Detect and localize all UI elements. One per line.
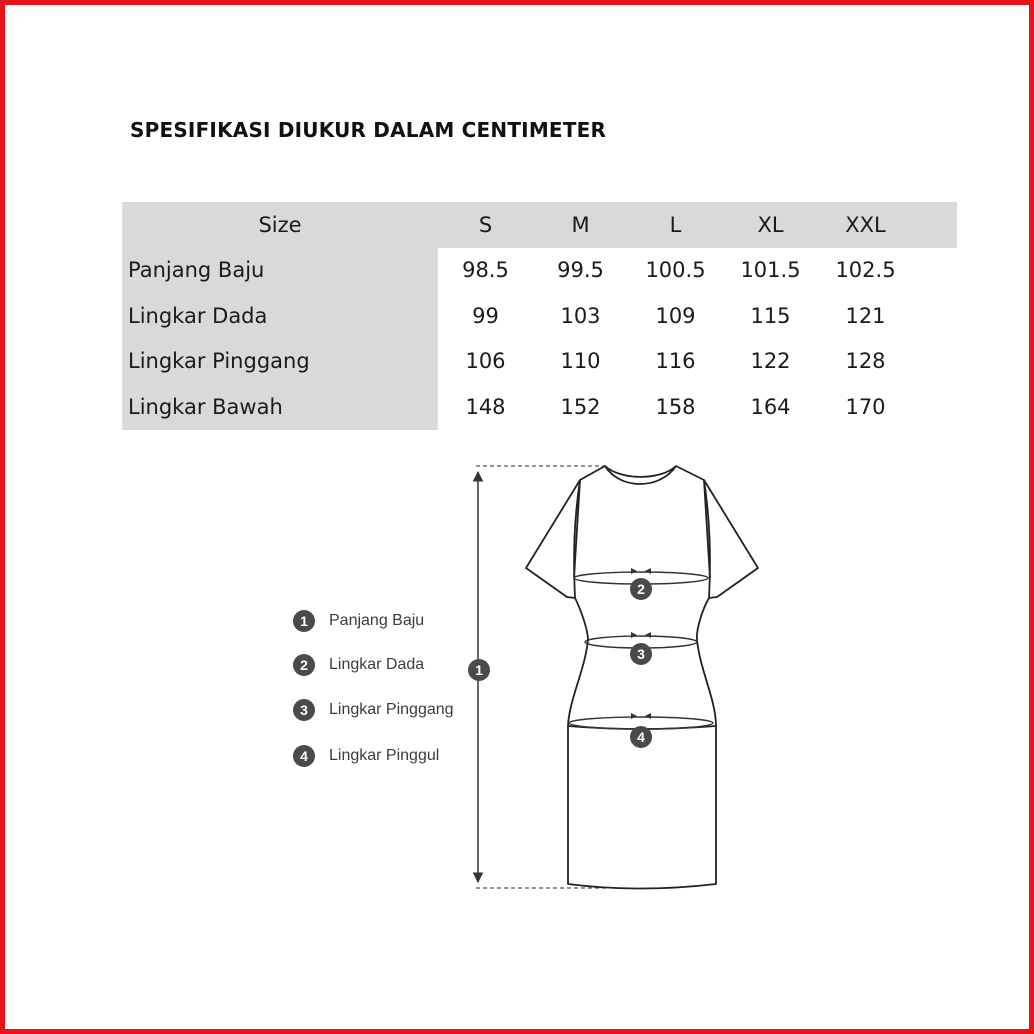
legend-label: Panjang Baju [329,612,425,629]
dress-body [568,466,716,889]
table-cell: 158 [655,394,696,419]
legend-badge: 2 [293,654,315,676]
header-size-xl: XL [723,202,818,248]
table-cell: 100.5 [645,258,706,283]
table-cell: 103 [560,303,601,328]
legend-badge: 1 [293,610,315,632]
marker-waist [630,643,652,665]
table-cell: 109 [655,303,696,328]
row-label: Lingkar Bawah [122,384,438,430]
legend-label: Lingkar Pinggul [329,747,440,764]
page-title: SPESIFIKASI DIUKUR DALAM CENTIMETER [130,118,607,142]
header-size-m: M [533,202,628,248]
marker-length [468,659,490,681]
marker-length-label: 1 [475,662,483,678]
row-label: Lingkar Pinggang [122,339,438,385]
table-cell: 152 [560,394,601,419]
marker-hip-label: 4 [637,729,645,745]
left-sleeve [526,480,580,598]
length-indicator [476,466,608,888]
table-cell: 99.5 [557,258,604,283]
marker-hip [630,726,652,748]
table-cell: 170 [845,394,886,419]
row-label: Panjang Baju [122,248,438,294]
header-size-l: L [628,202,723,248]
row-label: Lingkar Dada [122,293,438,339]
table-cell: 101.5 [740,258,801,283]
table-cell: 98.5 [462,258,509,283]
table-cell: 128 [845,349,886,374]
header-size-xxl: XXL [818,202,913,248]
right-sleeve [704,480,758,598]
table-cell: 122 [750,349,791,374]
table-cell: 121 [845,303,886,328]
header-size-label: Size [122,202,438,248]
neckline [605,466,676,484]
marker-chest-label: 2 [637,581,645,597]
table-cell: 164 [750,394,791,419]
dress-outline [526,466,758,889]
table-cell: 110 [560,349,601,374]
marker-waist-label: 3 [637,646,645,662]
table-cell: 99 [472,303,499,328]
legend-label: Lingkar Pinggang [329,701,454,718]
marker-chest [630,578,652,600]
legend-badge: 3 [293,699,315,721]
table-cell: 115 [750,303,791,328]
legend-label: Lingkar Dada [329,656,425,673]
table-cell: 106 [465,349,506,374]
table-cell: 102.5 [835,258,896,283]
table-cell: 116 [655,349,696,374]
header-size-s: S [438,202,533,248]
table-cell: 148 [465,394,506,419]
legend-badge: 4 [293,745,315,767]
